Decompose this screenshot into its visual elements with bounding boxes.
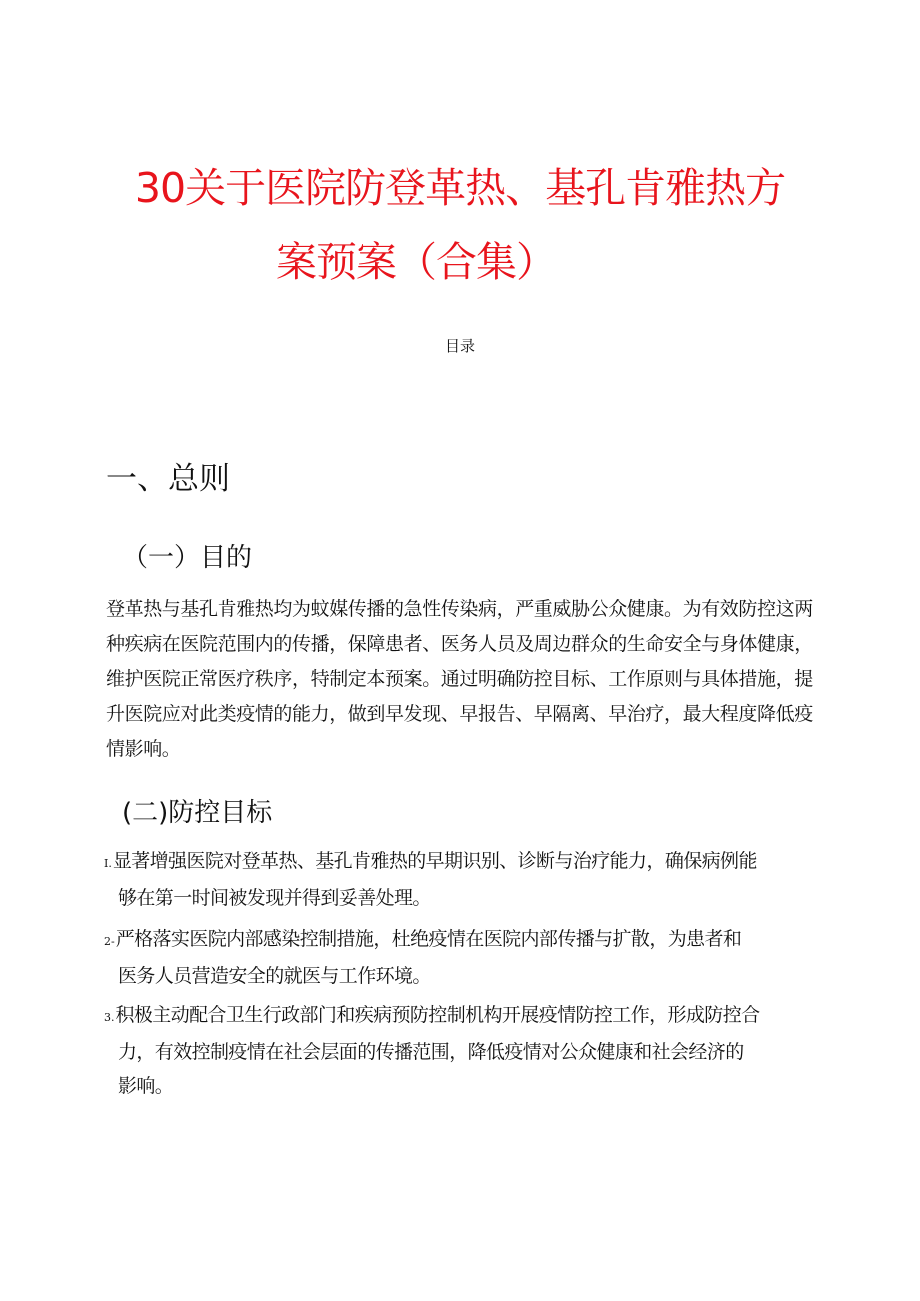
list-item-text: 积极主动配合卫生行政部门和疾病预防控制机构开展疫情防控工作，形成防控合 [115, 1004, 760, 1026]
list-item-text-continued: 医务人员营造安全的就医与工作环境。 [118, 965, 431, 987]
list-item-text: 显著增强医院对登革热、基孔肯雅热的早期识别、诊断与治疗能力，确保病例能 [112, 850, 757, 872]
purpose-paragraph: 登革热与基孔肯雅热均为蚊媒传播的急性传染病，严重威胁公众健康。为有效防控这两种疾病在医院范围内的传播，保障患者、医务人员及周边群众的生命安全与身体健康，维护医院正常医疗秩序，特制定本预案。通过明确防控目标、工作原则与具体措施，提升医院应对此类疫情的能力，做到早发现、早报告、早隔离、早治疗，最大程度降低疫情影响。 [106, 598, 813, 760]
list-item-text: 严格落实医院内部感染控制措施，杜绝疫情在医院内部传播与扩散，为患者和 [115, 928, 742, 950]
list-item-text-continued: 力，有效控制疫情在社会层面的传播范围，降低疫情对公众健康和社会经济的 [118, 1041, 744, 1063]
goal-list-item [104, 922, 820, 993]
list-item-number: I. [104, 857, 112, 870]
table-of-contents-label: 目录 [444, 337, 475, 355]
goal-list-item [104, 998, 820, 1103]
list-item-text-continued: 够在第一时间被发现并得到妥善处理。 [118, 887, 431, 909]
document-title-line-1: 30关于医院防登革热、基孔肯雅热方 [134, 164, 786, 212]
list-item-text-continued: 影响。 [118, 1075, 174, 1097]
list-item-number: 3. [104, 1011, 115, 1024]
subsection-heading-purpose: （一）目的 [122, 543, 253, 573]
goal-list-item [104, 844, 820, 915]
section-heading-general: 一、总则 [106, 461, 230, 497]
list-item-number: 2- [104, 935, 115, 948]
document-title-line-2: 案预案（合集） [276, 238, 556, 286]
subsection-heading-goals: (二)防控目标 [122, 798, 273, 828]
